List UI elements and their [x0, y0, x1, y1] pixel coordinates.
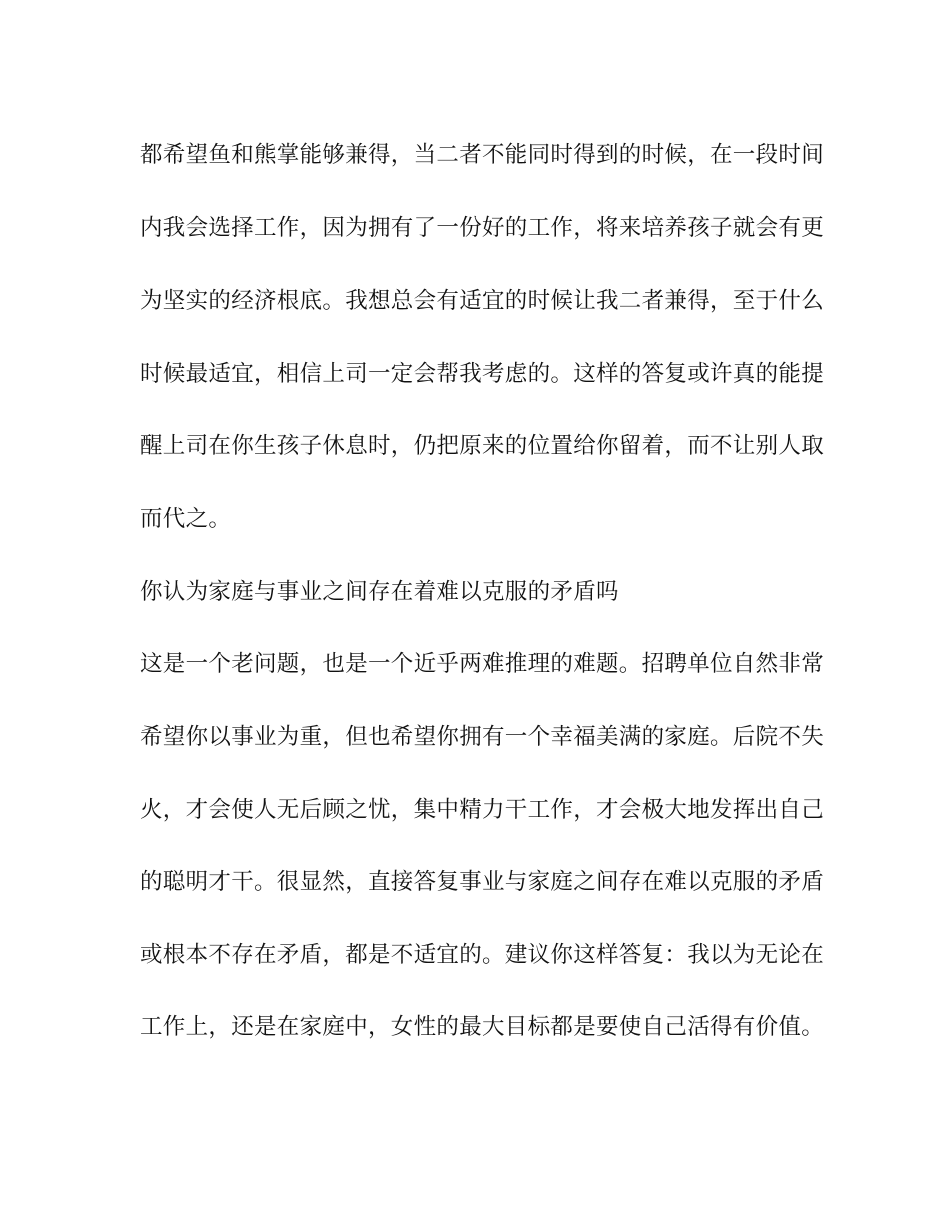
paragraph-line: 都希望鱼和熊掌能够兼得，当二者不能同时得到的时候，在一段时间 [140, 142, 825, 168]
paragraph-line: 希望你以事业为重，但也希望你拥有一个幸福美满的家庭。后院不失 [140, 724, 825, 750]
paragraph-line: 内我会选择工作，因为拥有了一份好的工作，将来培养孩子就会有更 [140, 215, 825, 241]
paragraph-line: 或根本不存在矛盾，都是不适宜的。建议你这样答复：我以为无论在 [140, 942, 825, 968]
paragraph-line: 时候最适宜，相信上司一定会帮我考虑的。这样的答复或许真的能提 [140, 361, 825, 387]
paragraph-line: 火，才会使人无后顾之忧，集中精力干工作，才会极大地发挥出自己 [140, 797, 825, 823]
paragraph-line: 的聪明才干。很显然，直接答复事业与家庭之间存在难以克服的矛盾 [140, 869, 825, 895]
paragraph-line: 为坚实的经济根底。我想总会有适宜的时候让我二者兼得，至于什么 [140, 288, 825, 314]
paragraph-line: 醒上司在你生孩子休息时，仍把原来的位置给你留着，而不让别人取 [140, 433, 825, 459]
paragraph-line: 而代之。 [140, 506, 232, 532]
paragraph-line: 这是一个老问题，也是一个近乎两难推理的难题。招聘单位自然非常 [140, 651, 825, 677]
paragraph-line: 工作上，还是在家庭中，女性的最大目标都是要使自己活得有价值。 [140, 1014, 825, 1040]
section-heading: 你认为家庭与事业之间存在着难以克服的矛盾吗 [140, 579, 619, 605]
